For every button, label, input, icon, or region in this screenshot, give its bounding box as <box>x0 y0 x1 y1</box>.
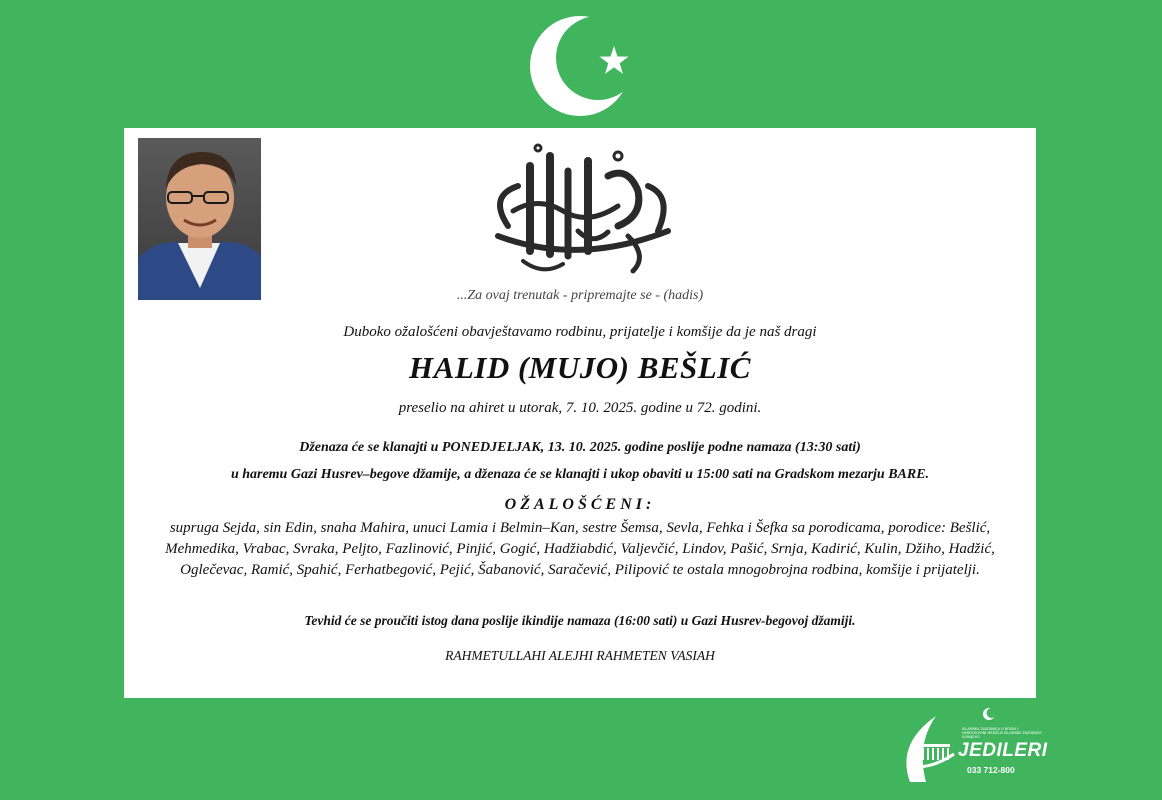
deceased-portrait <box>138 138 261 300</box>
logo-title: JEDILERI <box>958 740 1048 761</box>
rahmet-text: RAHMETULLAHI ALEJHI RAHMETEN VASIAH <box>445 648 715 663</box>
arabic-calligraphy-icon <box>468 136 688 281</box>
obituary-card <box>124 128 1036 698</box>
intro-text: Duboko ožalošćeni obavještavamo rodbinu, prijatelje i komšije da je naš dragi <box>343 324 817 340</box>
mourners-list: supruga Sejda, sin Edin, snaha Mahira, unuci Lamia i Belmin–Kan, sestre Šemsa, Sevla, Fehka i Šefka sa porodicama, porodice: Bešlić, Mehmedika, Vrabac, Svraka, Peljto, Fazlinović, Pinjić, Gogić, Hadžiabdić, Valjevčić, Lindov, Pašić, Srnja, Kadirić, Kulin, Džiho, Hadžić, Oglečevac, Ramić, Spahić, Ferhatbegović, Pejić, Šabanović, Saračević, Pilipović te ostala mnogobrojna rodbina, komšije i prijatelji. <box>165 520 995 578</box>
dzenaza-line-1: Dženaza će se klanajti u PONEDJELJAK, 13. 10. 2025. godine poslije podne namaza (13:30 sati) <box>299 440 861 455</box>
passed-text: preselio na ahiret u utorak, 7. 10. 2025. godine u 72. godini. <box>398 400 762 416</box>
dzenaza-line-2: u haremu Gazi Husrev–begove džamije, a dženaza će se klanajti i ukop obaviti u 15:00 sati na Gradskom mezarju BARE. <box>230 467 930 482</box>
deceased-name: HALID (MUJO) BEŠLIĆ <box>409 350 751 385</box>
mourners-title: OŽALOŠĆENI: <box>504 496 656 513</box>
logo-org-text: ISLAMSKA ZAJEDNICA U BOSNI I HERCEGOVINI MEDŽLIS ISLAMSKE ZAJEDNICE SARAJEVO <box>962 727 1042 739</box>
crescent-star-icon <box>528 16 638 116</box>
dzenaza-info <box>124 434 1036 488</box>
hadis-quote: ...Za ovaj trenutak - pripremajte se - (hadis) <box>456 288 704 303</box>
logo-phone: 033 712-800 <box>967 765 1015 775</box>
tevhid-info: Tevhid će se proučiti istog dana poslije ikindije namaza (16:00 sati) u Gazi Husrev-begovoj džamiji. <box>304 613 856 628</box>
